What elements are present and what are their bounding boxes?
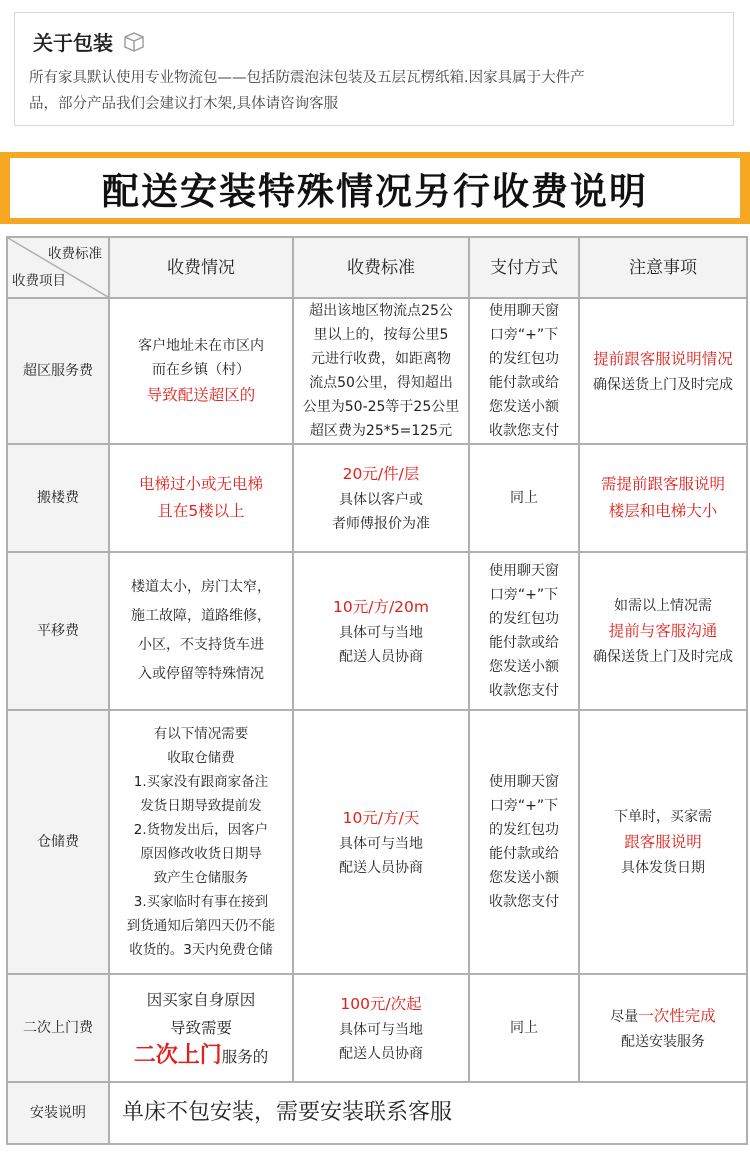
fee-table [6,236,748,1145]
table-row [7,974,747,1082]
situation-line: 小区，不支持货车进 [138,637,264,653]
standard-line: 者师傅报价为准 [332,515,430,532]
situation-line: 导致配送超区的 [146,385,256,404]
row-standard [293,298,469,444]
pay-line: 使用聊天窗 [489,774,559,790]
standard-line: 公里为50-25等于25公里 [302,399,460,415]
row-standard [293,974,469,1082]
row-situation [109,444,293,552]
row-item-label: 搬楼费 [7,444,109,552]
row-payment [469,552,579,710]
table-row [7,298,747,444]
situation-line: 收取仓储费 [167,750,235,766]
header-payment: 支付方式 [469,237,579,298]
pay-line: 能付款或给 [489,846,559,862]
pay-line: 使用聊天窗 [489,303,559,319]
note-line: 楼层和电梯大小 [608,502,718,520]
standard-line: 里以上的，按每公里5 [313,327,449,343]
standard-line: 元进行收费，如距离物 [311,351,451,367]
row-situation [109,710,293,974]
packaging-title [33,27,145,56]
pay-line: 您发送小额 [489,399,559,415]
standard-line: 超出该地区物流点25公 [309,303,453,319]
situation-line: 2.货物发出后，因客户 [133,822,269,838]
note-line: 下单时，买家需 [614,808,712,825]
row-item-label: 超区服务费 [7,298,109,444]
row-standard [293,552,469,710]
situation-line: 而在乡镇（村） [152,361,250,378]
standard-line: 100元/次起 [340,994,422,1013]
row-payment-same: 同上 [469,974,579,1082]
situation-line: 电梯过小或无电梯 [138,475,263,493]
pay-line: 口旁“+”下 [489,327,559,343]
packaging-description [29,65,729,117]
pay-line: 能付款或给 [489,375,559,391]
row-payment [469,298,579,444]
note-line: 确保送货上门及时完成 [593,648,733,665]
situation-line: 因买家自身原因 [146,990,256,1009]
table-row [7,444,747,552]
fee-banner [0,152,750,224]
standard-line: 配送人员协商 [339,859,423,876]
situation-line: 且在5楼以上 [157,502,245,520]
table-row [7,710,747,974]
pay-line: 的发红包功 [489,351,559,367]
situation-line: 有以下情况需要 [153,726,249,742]
pay-line: 您发送小额 [489,659,559,675]
note-line [580,1003,746,1030]
standard-line: 超区费为25*5=125元 [309,423,453,439]
header-standard: 收费标准 [293,237,469,298]
diag-header-item: 收费项目 [12,273,66,289]
row-situation [109,974,293,1082]
note-line: 提前跟客服说明情况 [593,349,733,368]
situation-line: 3.买家临时有事在接到 [133,894,269,910]
pay-line: 您发送小额 [489,870,559,886]
note-line: 如需以上情况需 [614,597,712,614]
standard-line: 具体以客户或 [339,491,423,508]
packaging-title-text: 关于包装 [33,31,113,55]
package-box-icon [123,31,145,53]
standard-line: 具体可与当地 [339,624,423,641]
note-line: 提前与客服沟通 [608,621,718,640]
note-prefix: 尽量 [610,1008,639,1025]
pay-line: 口旁“+”下 [489,798,559,814]
situation-line: 发货日期导致提前发 [140,798,262,814]
standard-line: 流点50公里，得知超出 [309,375,453,391]
pay-line: 的发红包功 [489,611,559,627]
row-payment [469,710,579,974]
pay-line: 的发红包功 [489,822,559,838]
situation-emphasis: 二次上门 [133,1042,222,1068]
standard-line: 10元/方/天 [342,808,420,827]
row-notes [579,552,747,710]
row-notes [579,298,747,444]
pay-line: 能付款或给 [489,635,559,651]
fee-banner-title: 配送安装特殊情况另行收费说明 [10,158,740,218]
pay-line: 收款您支付 [489,683,559,699]
situation-line: 楼道太小，房门太窄， [131,579,271,595]
table-header-row [7,237,747,298]
pay-line: 口旁“+”下 [489,587,559,603]
note-line: 确保送货上门及时完成 [593,376,733,393]
row-item-label: 二次上门费 [7,974,109,1082]
standard-line: 具体可与当地 [339,835,423,852]
note-emphasis: 一次性完成 [638,1006,716,1025]
pay-line: 使用聊天窗 [489,563,559,579]
row-item-label: 平移费 [7,552,109,710]
note-line: 具体发货日期 [621,859,705,876]
standard-line: 配送人员协商 [339,648,423,665]
table-row [7,1082,747,1144]
row-standard [293,710,469,974]
row-situation [109,552,293,710]
standard-line: 具体可与当地 [339,1021,423,1038]
note-line: 跟客服说明 [624,832,702,851]
packaging-line-1: 所有家具默认使用专业物流包——包括防震泡沫包装及五层瓦楞纸箱.因家具属于大件产 [29,70,585,86]
packaging-info-box [14,12,734,126]
row-situation [109,298,293,444]
situation-line: 导致需要 [169,1018,232,1037]
standard-line: 10元/方/20m [333,597,429,616]
header-situation: 收费情况 [109,237,293,298]
row-standard [293,444,469,552]
standard-line: 20元/件/层 [342,464,420,483]
standard-line: 配送人员协商 [339,1045,423,1062]
note-line: 配送安装服务 [621,1033,705,1050]
row-item-label: 仓储费 [7,710,109,974]
pay-line: 收款您支付 [489,894,559,910]
row-notes [579,974,747,1082]
note-line: 需提前跟客服说明 [600,475,725,493]
situation-suffix: 服务的 [221,1047,269,1066]
situation-line: 1.买家没有跟商家备注 [133,774,269,790]
packaging-line-2: 品，部分产品我们会建议打木架,具体请咨询客服 [29,96,339,112]
diagonal-header-cell [7,237,109,298]
situation-line: 客户地址未在市区内 [138,337,264,354]
row-item-label: 安装说明 [7,1082,109,1144]
situation-line: 收货的。3天内免费仓储 [129,942,273,958]
row-payment-same: 同上 [469,444,579,552]
situation-line: 致产生仓储服务 [153,870,249,886]
situation-line-emphasis [110,1042,292,1071]
install-note: 单床不包安装，需要安装联系客服 [109,1082,747,1144]
row-notes [579,710,747,974]
row-notes [579,444,747,552]
situation-line: 原因修改收货日期导 [140,846,262,862]
table-row [7,552,747,710]
situation-line: 施工故障，道路维修， [131,608,271,624]
pay-line: 收款您支付 [489,423,559,439]
header-notes: 注意事项 [579,237,747,298]
situation-line: 到货通知后第四天仍不能 [126,918,276,934]
diag-header-standard: 收费标准 [48,246,102,262]
situation-line: 入或停留等特殊情况 [138,666,264,682]
